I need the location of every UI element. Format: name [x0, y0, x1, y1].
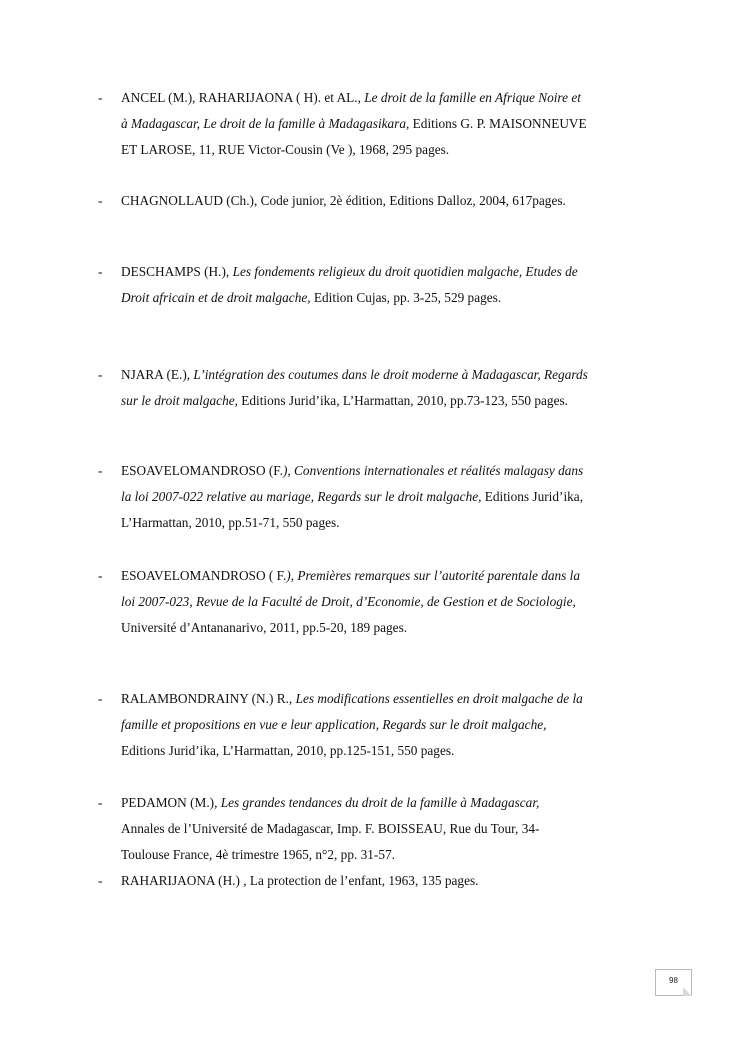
entry-title-italic: ), Premières remarques sur l’autorité parentale dans la [286, 568, 581, 583]
entry-text-segment: ESOAVELOMANDROSO (F. [121, 463, 283, 478]
entry-line [121, 285, 656, 311]
entry-text [121, 85, 656, 163]
entry-title-italic: Les grandes tendances du droit de la famille à Madagascar, [220, 795, 540, 810]
entry-text-segment: L’Harmattan, 2010, pp.51-71, 550 pages. [121, 515, 340, 530]
entry-text [121, 563, 656, 641]
list-bullet: - [98, 193, 103, 208]
list-bullet: - [98, 691, 103, 706]
entry-text-segment: ESOAVELOMANDROSO ( F. [121, 568, 287, 583]
entry-title-italic: L’intégration des coutumes dans le droit moderne à Madagascar, Regards [193, 367, 588, 382]
entry-text-segment: DESCHAMPS (H.), [121, 264, 233, 279]
entry-line [121, 85, 656, 111]
entry-text-segment: CHAGNOLLAUD (Ch.), Code junior, 2è édition, Editions Dalloz, 2004, 617pages. [121, 193, 566, 208]
entry-text [121, 259, 656, 311]
list-bullet: - [98, 90, 103, 105]
entry-line [121, 388, 656, 414]
page-number-box [655, 969, 692, 996]
entry-text-segment: RALAMBONDRAINY (N.) R., [121, 691, 296, 706]
entry-line [121, 563, 656, 589]
entry-text-segment: ET LAROSE, 11, RUE Victor-Cousin (Ve ), 1968, 295 pages. [121, 142, 450, 157]
entry-text [121, 790, 656, 868]
entry-text-segment: Toulouse France, 4è trimestre 1965, n°2, pp. 31-57. [121, 847, 395, 862]
entry-title-italic: famille et propositions en vue e leur application, Regards sur le droit malgache, [121, 717, 547, 732]
entry-title-italic: loi 2007-023, Revue de la Faculté de Droit, d’Economie, de Gestion et de Sociologie, [121, 594, 576, 609]
entry-line [121, 868, 656, 894]
entry-text-segment: Editions G. P. MAISONNEUVE [409, 116, 587, 131]
list-bullet: - [98, 568, 103, 583]
entry-text-segment: NJARA (E.), [121, 367, 194, 382]
entry-text-segment: Editions Jurid’ika, [481, 489, 584, 504]
list-bullet: - [98, 795, 103, 810]
entry-text-segment: Editions Jurid’ika, L’Harmattan, 2010, pp.125-151, 550 pages. [121, 743, 455, 758]
entry-title-italic: la loi 2007-022 relative au mariage, Regards sur le droit malgache, [121, 489, 482, 504]
entry-line [121, 458, 656, 484]
entry-title-italic: Le droit de la famille en Afrique Noire et [364, 90, 581, 105]
list-bullet: - [98, 367, 103, 382]
entry-line [121, 842, 656, 868]
entry-line [121, 259, 656, 285]
entry-line [121, 790, 656, 816]
entry-line [121, 188, 656, 214]
entry-line [121, 738, 656, 764]
list-bullet: - [98, 264, 103, 279]
entry-text-segment: PEDAMON (M.), [121, 795, 221, 810]
entry-text [121, 188, 656, 214]
entry-title-italic: Les fondements religieux du droit quotidien malgache, Etudes de [232, 264, 578, 279]
entry-text-segment: RAHARIJAONA (H.) , La protection de l’enfant, 1963, 135 pages. [121, 873, 479, 888]
entry-line [121, 111, 656, 137]
entry-text-segment: Université d’Antananarivo, 2011, pp.5-20, 189 pages. [121, 620, 408, 635]
entry-title-italic: Les modifications essentielles en droit malgache de la [295, 691, 583, 706]
entry-line [121, 137, 656, 163]
entry-text-segment: ANCEL (M.), RAHARIJAONA ( H). et AL., [121, 90, 365, 105]
list-bullet: - [98, 463, 103, 478]
entry-title-italic: sur le droit malgache, [121, 393, 238, 408]
entry-text [121, 362, 656, 414]
entry-line [121, 484, 656, 510]
entry-text [121, 458, 656, 536]
entry-line [121, 589, 656, 615]
entry-title-italic: ), Conventions internationales et réalités malagasy dans [282, 463, 584, 478]
entry-line [121, 615, 656, 641]
entry-text [121, 686, 656, 764]
entry-line [121, 816, 656, 842]
entry-title-italic: Droit africain et de droit malgache [121, 290, 308, 305]
entry-text-segment: Annales de l’Université de Madagascar, Imp. F. BOISSEAU, Rue du Tour, 34- [121, 821, 540, 836]
entry-line [121, 362, 656, 388]
entry-line [121, 510, 656, 536]
list-bullet: - [98, 873, 103, 888]
page-curl-decoration [683, 987, 692, 996]
page-number: 98 [669, 976, 678, 985]
entry-title-italic: à Madagascar, Le droit de la famille à Madagasikara, [121, 116, 410, 131]
entry-text [121, 868, 656, 894]
entry-text-segment: , Edition Cujas, pp. 3-25, 529 pages. [307, 290, 502, 305]
entry-line [121, 712, 656, 738]
entry-line [121, 686, 656, 712]
entry-text-segment: Editions Jurid’ika, L’Harmattan, 2010, pp.73-123, 550 pages. [237, 393, 568, 408]
